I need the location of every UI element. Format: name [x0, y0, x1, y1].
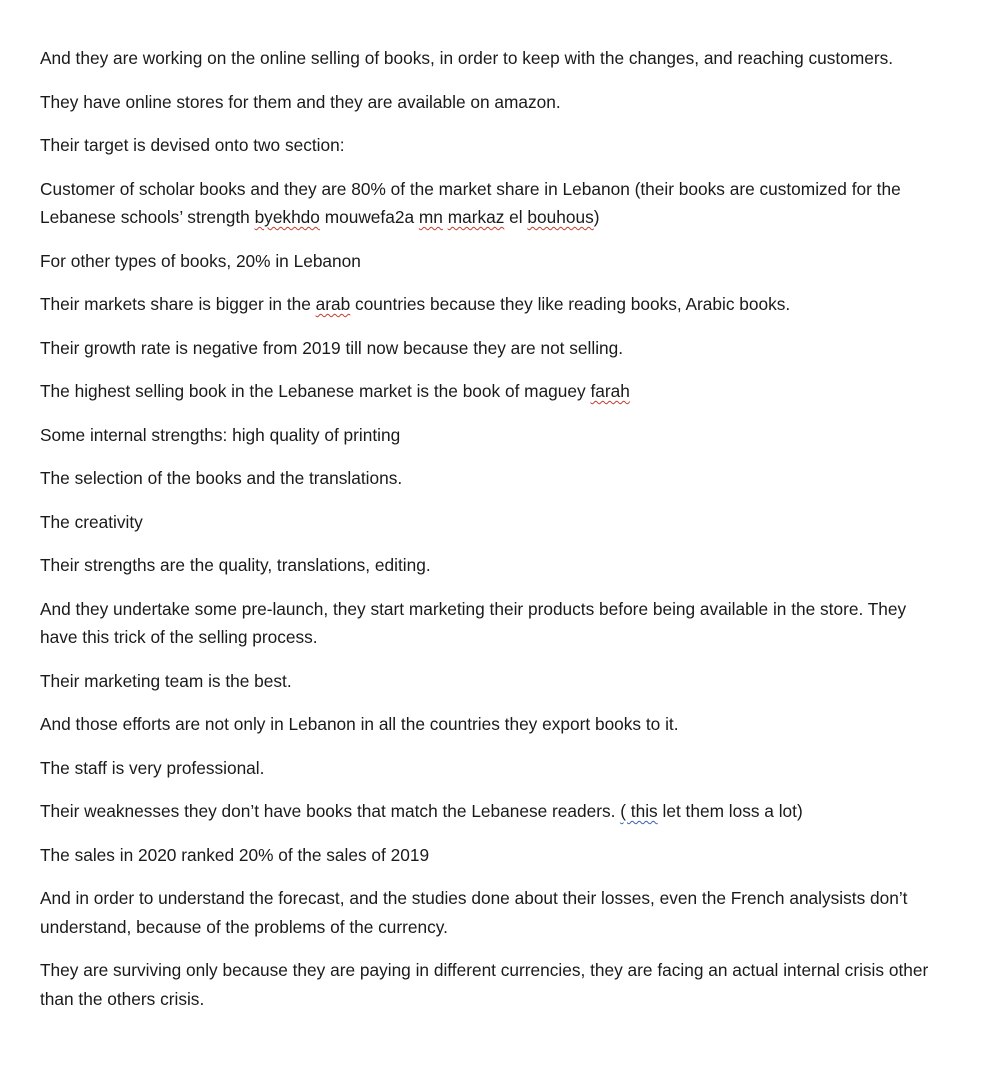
paragraph [40, 797, 945, 826]
paragraph [40, 551, 945, 580]
paragraph-text: They are surviving only because they are paying in different currencies, they are facing an actual internal crisis other than the others crisis. [40, 960, 929, 1009]
paragraph [40, 595, 945, 652]
paragraph-text: They have online stores for them and they are available on amazon. [40, 91, 561, 112]
paragraph-text: Their growth rate is negative from 2019 till now because they are not selling. [40, 337, 624, 358]
paragraph [40, 377, 945, 406]
paragraph-text: The creativity [40, 511, 143, 532]
paragraph-text: And those efforts are not only in Lebanon in all the countries they export books to it. [40, 714, 679, 734]
paragraph [40, 956, 945, 1013]
paragraph-text: Their weaknesses they don’t have books that match the Lebanese readers. [40, 801, 621, 821]
paragraph [40, 710, 945, 739]
paragraph [40, 884, 945, 941]
paragraph-text: mouwefa2a [319, 207, 419, 227]
spelling-error-word: mn [418, 207, 443, 227]
paragraph-text: el [504, 207, 528, 227]
paragraph [40, 88, 945, 117]
paragraph [40, 247, 945, 276]
paragraph [40, 464, 945, 493]
paragraph [40, 175, 945, 232]
paragraph [40, 754, 945, 783]
paragraph-text: let them loss a lot) [657, 801, 803, 821]
paragraph-text: For other types of books, 20% in Lebanon [40, 250, 361, 271]
paragraph-text: The staff is very professional. [40, 757, 265, 778]
paragraph-text: countries because they like reading books, Arabic books. [350, 294, 791, 314]
spelling-error-word: bouhous [527, 207, 594, 227]
paragraph [40, 334, 945, 363]
paragraph-text: And they undertake some pre-launch, they start marketing their products before being available in the store. They have this trick of the selling process. [40, 598, 907, 647]
spelling-error-word: farah [590, 381, 630, 401]
paragraph [40, 131, 945, 160]
paragraph-text: The sales in 2020 ranked 20% of the sales of 2019 [40, 844, 430, 865]
spelling-error-word: arab [315, 294, 351, 314]
spelling-error-word: markaz [447, 207, 505, 227]
paragraph-text: And they are working on the online selling of books, in order to keep with the changes, and reaching customers. [40, 48, 894, 68]
paragraph-text: Their strengths are the quality, translations, editing. [40, 555, 431, 575]
paragraph-text: ) [593, 207, 600, 227]
paragraph-text: Their marketing team is the best. [40, 670, 292, 691]
paragraph-text: Some internal strengths: high quality of printing [40, 424, 401, 445]
paragraph [40, 44, 945, 73]
paragraph [40, 841, 945, 870]
spelling-error-word: byekhdo [254, 207, 320, 227]
grammar-suggestion-text: ( this [620, 801, 658, 821]
paragraph-text: And in order to understand the forecast, and the studies done about their losses, even the French analysists don’t understand, because of the problems of the currency. [40, 888, 908, 937]
paragraph-text: The selection of the books and the translations. [40, 468, 403, 488]
paragraph-text: Their target is devised onto two section: [40, 135, 345, 155]
paragraph-text: The highest selling book in the Lebanese market is the book of maguey [40, 381, 591, 401]
paragraph-text: Their markets share is bigger in the [40, 294, 316, 314]
paragraph [40, 421, 945, 450]
paragraph-text: Customer of scholar books and they are 80% of the market share in Lebanon (their books are customized for the Lebanese schools’ strength [40, 178, 901, 227]
paragraph [40, 508, 945, 537]
paragraph [40, 290, 945, 319]
paragraph [40, 667, 945, 696]
document-body[interactable] [40, 44, 942, 1013]
